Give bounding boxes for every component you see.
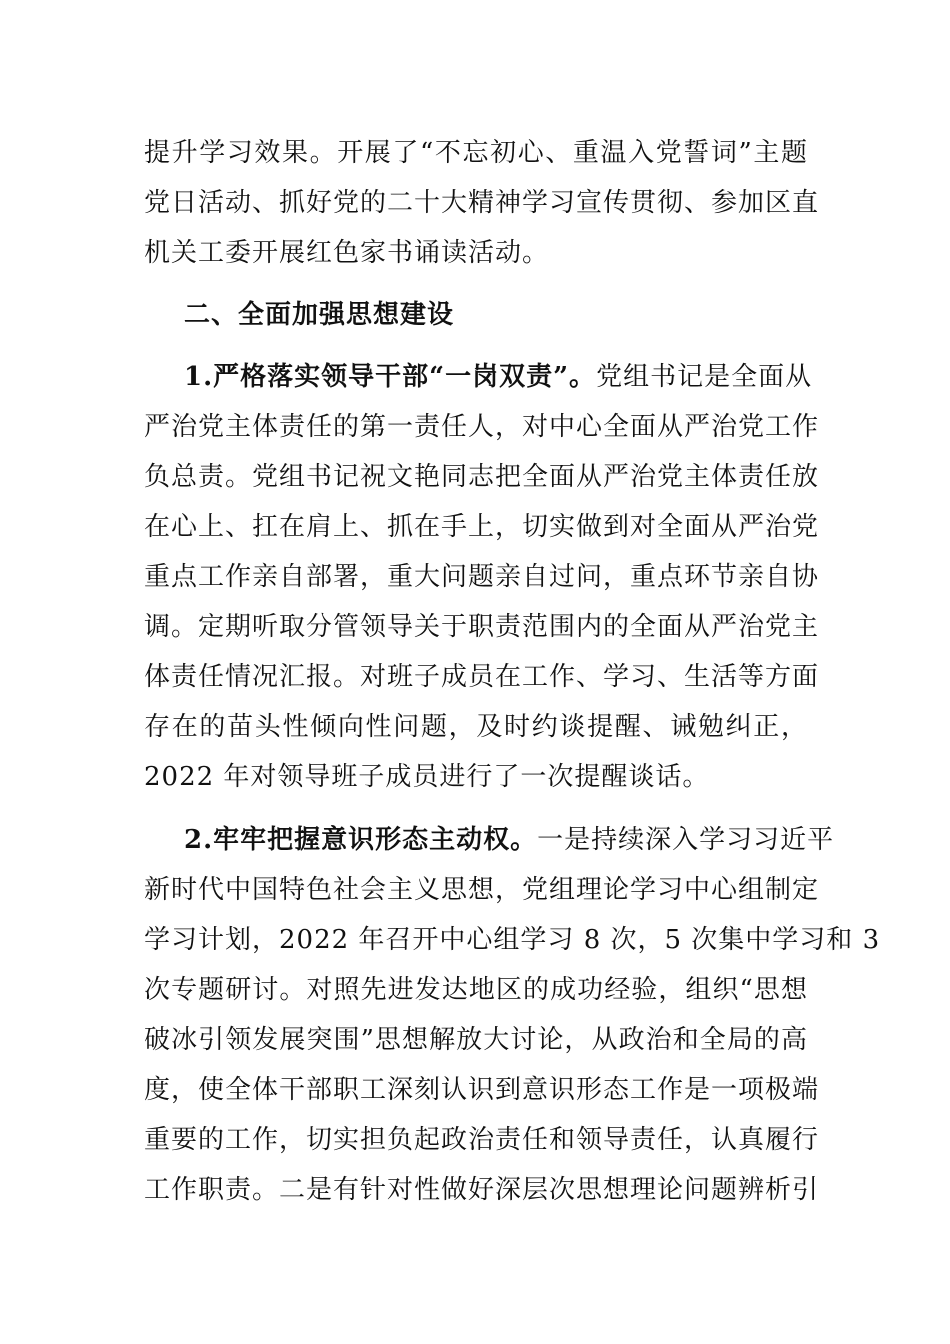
text-line: 在心上、扛在肩上、抓在手上，切实做到对全面从严治党 [144,512,820,542]
text-line-lead [144,352,813,402]
text-line: 严治党主体责任的第一责任人，对中心全面从严治党工作 [144,412,820,442]
text-line: 重要的工作，切实担负起政治责任和领导责任，认真履行 [144,1125,820,1155]
text-line: 调。定期听取分管领导关于职责范围内的全面从严治党主 [144,612,820,642]
text-line: 新时代中国特色社会主义思想，党组理论学习中心组制定 [144,875,820,905]
document-page [144,128,881,1215]
text-line: 负总责。党组书记祝文艳同志把全面从严治党主体责任放 [144,462,820,492]
text-line: 工作职责。二是有针对性做好深层次思想理论问题辨析引 [144,1175,820,1205]
text-line: 度，使全体干部职工深刻认识到意识形态工作是一项极端 [144,1075,820,1105]
text-line: 提升学习效果。开展了“不忘初心、重温入党誓词”主题 [144,138,808,168]
paragraph-lead-title: 2.牢牢把握意识形态主动权。 [184,825,538,855]
text-line: 党日活动、抓好党的二十大精神学习宣传贯彻、参加区直 [144,188,820,218]
text-line: 次专题研讨。对照先进发达地区的成功经验，组织“思想 [144,975,808,1005]
paragraph-lead-title: 1.严格落实领导干部“一岗双责”。 [184,362,597,392]
text-line: 破冰引领发展突围”思想解放大讨论，从政治和全局的高 [144,1025,808,1055]
paragraph-lead-text: 一是持续深入学习习近平 [537,825,835,855]
paragraph-study-activities [144,128,820,278]
text-line: 学习计划，2022 年召开中心组学习 8 次，5 次集中学习和 3 [144,925,881,955]
paragraph-lead-text: 党组书记是全面从 [596,362,813,392]
text-line: 体责任情况汇报。对班子成员在工作、学习、生活等方面 [144,662,820,692]
section-heading: 二、全面加强思想建设 [184,300,455,330]
text-line: 重点工作亲自部署，重大问题亲自过问，重点环节亲自协 [144,562,820,592]
text-line-lead [144,815,835,865]
paragraph-leadership-responsibility [144,352,820,802]
text-line: 2022 年对领导班子成员进行了一次提醒谈话。 [144,762,710,792]
paragraph-ideology-initiative [144,815,881,1215]
text-line: 存在的苗头性倾向性问题，及时约谈提醒、诫勉纠正， [144,712,808,742]
text-line: 机关工委开展红色家书诵读活动。 [144,238,550,268]
